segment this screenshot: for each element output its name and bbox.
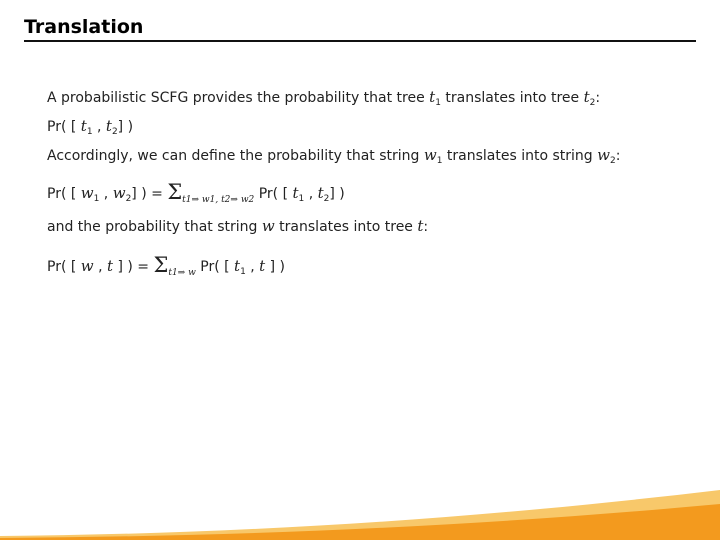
orange-wave-decoration (0, 450, 720, 540)
f1-open: Pr( [ (47, 119, 77, 135)
f2-w1-sub: 1 (93, 194, 100, 204)
f2-close: ] ) = (131, 186, 168, 202)
f2-t2: t (317, 184, 324, 202)
f1-t2: t (105, 117, 112, 135)
f3-w: w (80, 257, 94, 275)
f1-t2-sub: 2 (111, 127, 118, 137)
f3-comma: , (93, 259, 107, 275)
f2-open: Pr( [ (47, 186, 77, 202)
formula-line-3 (47, 253, 285, 278)
var-w2-sub: 2 (609, 156, 616, 166)
f2-rhs-close: ] ) (329, 186, 345, 202)
f3-t1-sub: 1 (240, 267, 246, 277)
text-line-2 (47, 146, 620, 166)
line3-middle: translates into tree (274, 219, 418, 235)
var-t2: t (583, 88, 590, 106)
line3-suffix: : (423, 219, 429, 235)
f2-t1-sub: 1 (298, 194, 305, 204)
slide-title: Translation (24, 16, 144, 38)
line2-prefix: Accordingly, we can define the probability that string (47, 148, 424, 164)
f2-w2: w (112, 184, 126, 202)
f1-t1: t (80, 117, 87, 135)
var-t1-sub: 1 (435, 98, 441, 108)
f3-open: Pr( [ (47, 259, 77, 275)
f1-comma: , (92, 119, 106, 135)
var-t: t (417, 217, 424, 235)
line1-suffix: : (595, 90, 601, 106)
text-line-3 (47, 217, 428, 235)
f3-t2: t (259, 257, 266, 275)
sum-subscript: t1⇒ w1, t2⇒ w2 (182, 195, 255, 205)
line3-prefix: and the probability that string (47, 219, 262, 235)
f3-rhs-close: ] ) (265, 259, 286, 275)
f2-comma: , (99, 186, 113, 202)
f3-comma2: , (245, 259, 260, 275)
formula-line-2 (47, 180, 345, 205)
sum-symbol: Σ (167, 180, 183, 204)
f2-w1: w (80, 184, 94, 202)
line1-middle: translates into tree (440, 90, 584, 106)
f3-t1: t (234, 257, 241, 275)
text-line-1 (47, 88, 600, 108)
f1-close: ] ) (117, 119, 134, 135)
title-underline (24, 40, 696, 42)
f3-close: ] ) = (113, 259, 154, 275)
var-t2-sub: 2 (589, 98, 596, 108)
f2-rhs-open: Pr( [ (254, 186, 289, 202)
var-w1: w (423, 146, 437, 164)
f2-comma2: , (304, 186, 318, 202)
line2-middle: translates into string (442, 148, 598, 164)
var-t1: t (429, 88, 436, 106)
line1-prefix: A probabilistic SCFG provides the probability that tree (47, 90, 430, 106)
sum-subscript-2: t1⇒ w (168, 268, 196, 278)
f2-t1: t (292, 184, 299, 202)
line2-suffix: : (615, 148, 621, 164)
var-w1-sub: 1 (436, 156, 443, 166)
formula-line-1 (47, 117, 133, 137)
sum-symbol-2: Σ (153, 253, 169, 277)
f3-t: t (106, 257, 114, 275)
f2-w2-sub: 2 (125, 194, 132, 204)
var-w2: w (597, 146, 610, 164)
f1-t1-sub: 1 (86, 127, 93, 137)
f2-t2-sub: 2 (323, 194, 330, 204)
var-w: w (261, 217, 275, 235)
f3-rhs-open: Pr( [ (195, 259, 230, 275)
